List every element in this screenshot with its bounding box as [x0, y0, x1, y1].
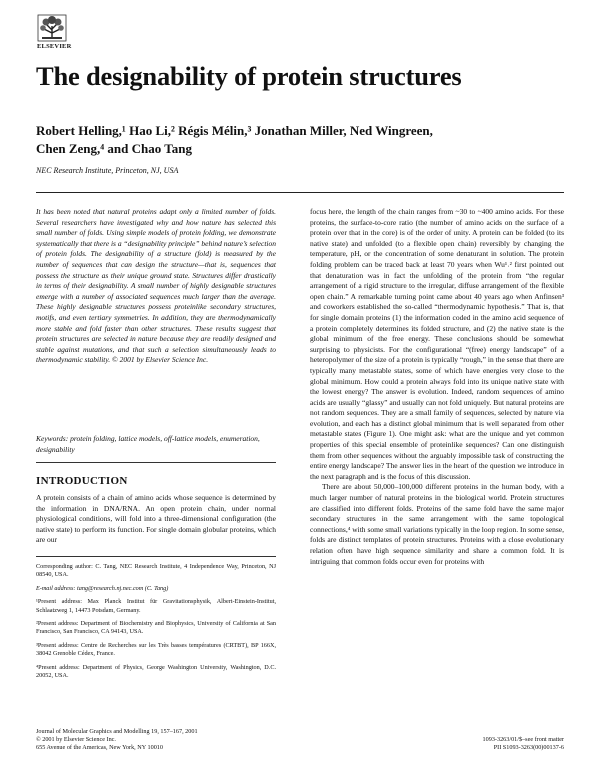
footnote-3: ³Present address: Centre de Recherches sur les Très basses températures (CRTBT), BP 166X, 38042 Grenoble Cédex, France. — [36, 641, 276, 658]
affiliation: NEC Research Institute, Princeton, NJ, USA — [36, 166, 179, 175]
introduction-paragraph: A protein consists of a chain of amino acids whose sequence is determined by the information in DNA/RNA. An open protein chain, under normal physiological conditions, will fold into a three-dimensional configuration (the native state) to perform its function. For single domain globular proteins, which are our — [36, 493, 276, 545]
abstract: It has been noted that natural proteins adapt only a limited number of folds. Several researchers have investigated why and how nature has selected this small number of folds. Using simple models of protein folding, we demonstrate systematically that there is a “designability principle” behind nature’s selection of protein folds. The designability of a structure (fold) is measured by the number of sequences that can design the structure—that is, sequences that possess the structure as their unique ground state. Structures differ drastically in terms of their designability. A small number of highly designable structures emerge with a number of associated sequences much larger than the average. These highly designable structures possess proteinlike secondary structures, motifs, and even tertiary symmetries. In addition, they are thermodynamically more stable and fold faster than other structures. These results suggest that protein structures are selected in nature because they are readily designed and stable against mutations, and that such a selection simultaneously leads to thermodynamic stability. © 2001 by Elsevier Science Inc. — [36, 207, 276, 365]
footnote-email: E-mail address: tang@research.nj.nec.com (C. Tang) — [36, 584, 169, 592]
footnote-corresponding-author: Corresponding author: C. Tang, NEC Research Institute, 4 Independence Way, Princeton, NJ 08540, USA. — [36, 563, 276, 579]
footer-identifiers — [483, 736, 564, 752]
publisher-name: ELSEVIER — [37, 43, 72, 50]
footer-journal-citation: Journal of Molecular Graphics and Modelling 19, 157–167, 2001 — [36, 728, 198, 735]
author-list: Robert Helling,¹ Hao Li,² Régis Mélin,³ Jonathan Miller, Ned Wingreen, Chen Zeng,⁴ and Chao Tang — [36, 123, 433, 156]
footer-copyright: © 2001 by Elsevier Science Inc. — [36, 736, 116, 744]
elsevier-tree-icon — [37, 14, 67, 42]
right-column — [310, 207, 564, 567]
footer-address: 655 Avenue of the Americas, New York, NY 10010 — [36, 744, 163, 752]
footer-journal-info — [36, 728, 198, 753]
elsevier-logo — [37, 14, 72, 50]
footnote-rule — [36, 556, 276, 557]
footnote-1: ¹Present address: Max Planck Institut für Gravitationsphysik, Albert-Einstein-Institut, Schlaatzweg 1, 14473 Potsdam, Germany. — [36, 598, 276, 614]
footer-pii: PII S1093-3263(00)00137-6 — [493, 744, 564, 752]
footnote-2: ²Present address: Department of Biochemistry and Biophysics, University of California at San Francisco, San Francisco, CA 94143, USA. — [36, 620, 276, 636]
section-heading-introduction: INTRODUCTION — [36, 475, 128, 487]
keywords-rule — [36, 462, 276, 463]
body-paragraph-1: focus here, the length of the chain ranges from ~30 to ~400 amino acids. For these proteins, the surface-to-core ratio (the number of amino acids on the surface of a protein over that in the core) is of the order of unity. A protein can be folded (to its native state) and unfolded (to a flexible open chain) reversibly by changing the temperature, pH, or the concentration of some denaturant in solution. The protein folding problem can be traced back at least 70 years when Wu¹˒² first pointed out that denaturation was in fact the unfolding of the protein from “the regular arrangement of a rigid structure to the irregular, diffuse arrangement of the flexible open chain.” A remarkable turning point came about 40 years ago when Anfinsen³ and coworkers established the so-called “thermodynamic hypothesis.” That is, that for single domain proteins (1) the information coded in the amino acid sequence of a protein completely determines its folded structure, and (2) the native state is the global minimum of the free energy. These conclusions should be somewhat surprising to physicists. For the configurational “(free) energy landscape” of a heteropolymer of the size of a protein is typically “rough,” in the sense that there are typically many metastable states, some of which have energies very close to the global minimum. How could a protein always fold into its unique native state with the lowest energy? The answer is evolution. Indeed, random sequences of amino acids are usually “glassy” and usually can not fold uniquely. But natural proteins are not random sequences. They are a small family of sequences, selected by nature via evolution, and each has a distinct global minimum that is well separated from other metastable states (Figure 1). One might ask: what are the unique and yet common properties of this special ensemble of proteinlike sequences? Can one distinguish them from other sequences without the arguably impossible task of constructing the entire energy landscape? The answer lies in the heart of the question we introduce in the next paragraph and is the focus of this discussion. — [310, 207, 564, 481]
footer-issn: 1093-3263/01/$–see front matter — [482, 736, 564, 743]
header-rule — [36, 192, 564, 193]
keywords: Keywords: protein folding, lattice models, off-lattice models, enumeration, designability — [36, 434, 260, 454]
footnote-4: ⁴Present address: Department of Physics, George Washington University, Washington, D.C. 20052, USA. — [36, 663, 276, 680]
footnotes — [36, 563, 276, 685]
article-title: The designability of protein structures — [36, 61, 462, 91]
body-paragraph-2: There are about 50,000–100,000 different proteins in the human body, with a much larger number of natural proteins in the biological world. Protein structures are classified into different folds. Proteins of the same fold have the same major secondary structures in the same arrangement with the same topological connections,⁴ with some small variations typically in the loop region. In some sense, folds are distinct templates of protein structures. Proteins with a close evolutionary relation often have high sequence similarity and share a common fold. It is intriguing that common folds occur even for proteins with — [310, 482, 564, 566]
